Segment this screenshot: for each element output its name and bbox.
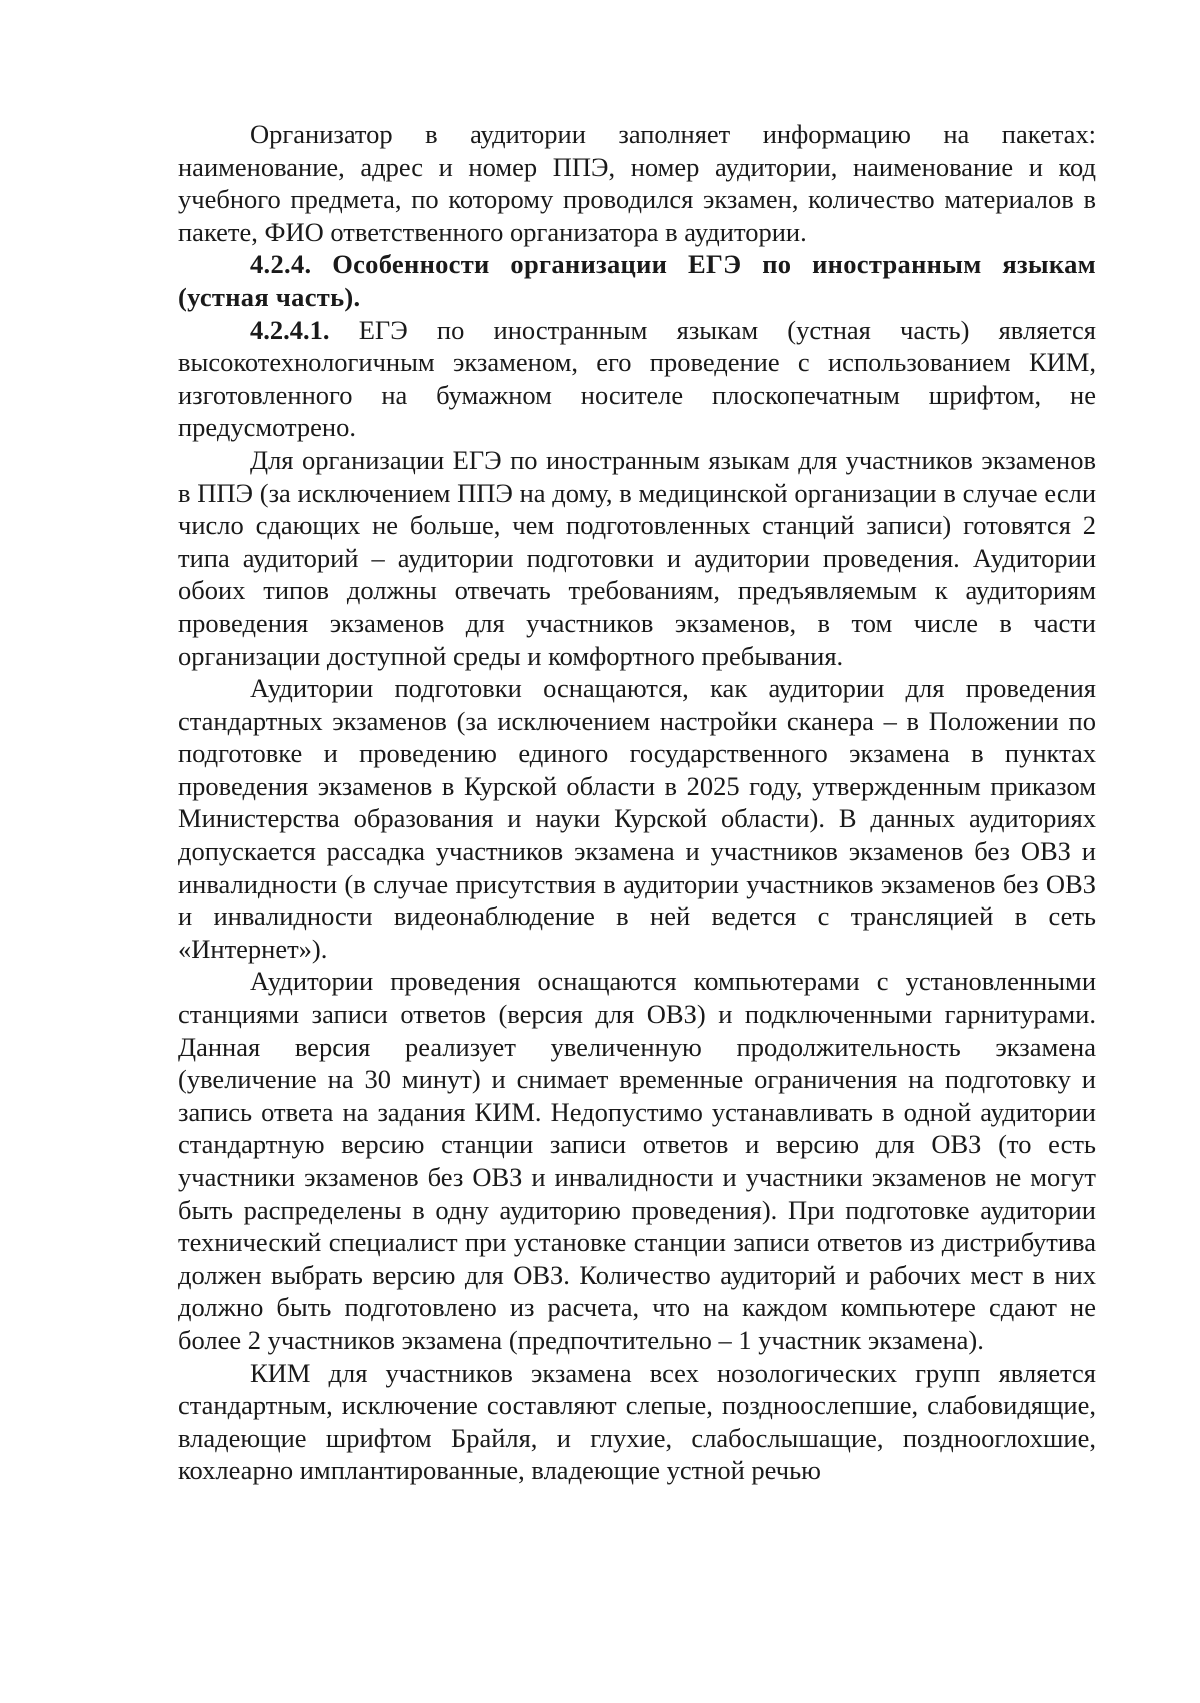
paragraph-preparation-rooms: Аудитории подготовки оснащаются, как аудитории для проведения стандартных экзаменов (за исключением настройки сканера – в Положении по подготовке и проведению единого государственного экзамена в пунктах проведения экзаменов в Курской области в 2025 году, утвержденным приказом Министерства образования и науки Курской области). В данных аудиториях допускается рассадка участников экзамена и участников экзаменов без ОВЗ и инвалидности (в случае присутствия в аудитории участников экзаменов без ОВЗ и инвалидности видеонаблюдение в ней ведется с трансляцией в сеть «Интернет»). <box>178 673 1096 964</box>
document-page <box>178 118 1096 1487</box>
paragraph-kim: КИМ для участников экзамена всех нозологических групп является стандартным, исключение составляют слепые, поздноослепшие, слабовидящие, владеющие шрифтом Брайля, и глухие, слабослышащие, позднооглохшие, кохлеарно имплантированные, владеющие устной речью <box>178 1357 1096 1486</box>
paragraph-packet-info: Организатор в аудитории заполняет информацию на пакетах: наименование, адрес и номер ППЭ, номер аудитории, наименование и код учебного предмета, по которому проводился экзамен, количество материалов в пакете, ФИО ответственного организатора в аудитории. <box>178 119 1096 247</box>
paragraph-room-types: Для организации ЕГЭ по иностранным языкам для участников экзаменов в ППЭ (за исключением ППЭ на дому, в медицинской организации в случае если число сдающих не больше, чем подготовленных станций записи) готовятся 2 типа аудиторий – аудитории подготовки и аудитории проведения. Аудитории обоих типов должны отвечать требованиям, предъявляемым к аудиториям проведения экзаменов для участников экзаменов, в том числе в части организации доступной среды и комфортного пребывания. <box>178 444 1096 671</box>
paragraph-oral-part <box>178 314 1096 444</box>
clause-text: ЕГЭ по иностранным языкам (устная часть) является высокотехнологичным экзаменом, его проведение с использованием КИМ, изготовленного на бумажном носителе плоскопечатным шрифтом, не предусмотрено. <box>178 314 1096 443</box>
paragraph-exam-rooms: Аудитории проведения оснащаются компьютерами с установленными станциями записи ответов (версия для ОВЗ) и подключенными гарнитурами. Данная версия реализует увеличенную продолжительность экзамена (увеличение на 30 минут) и снимает временные ограничения на подготовку и запись ответа на задания КИМ. Недопустимо устанавливать в одной аудитории стандартную версию станции записи ответов и версию для ОВЗ (то есть участники экзаменов без ОВЗ и инвалидности и участники экзаменов не могут быть распределены в одну аудиторию проведения). При подготовке аудитории технический специалист при установке станции записи ответов из дистрибутива должен выбрать версию для ОВЗ. Количество аудиторий и рабочих мест в них должно быть подготовлено из расчета, что на каждом компьютере сдают не более 2 участников экзамена (предпочтительно – 1 участник экзамена). <box>178 966 1096 1355</box>
clause-number: 4.2.4.1. <box>250 314 330 345</box>
section-heading: 4.2.4. Особенности организации ЕГЭ по иностранным языкам (устная часть). <box>178 249 1096 312</box>
